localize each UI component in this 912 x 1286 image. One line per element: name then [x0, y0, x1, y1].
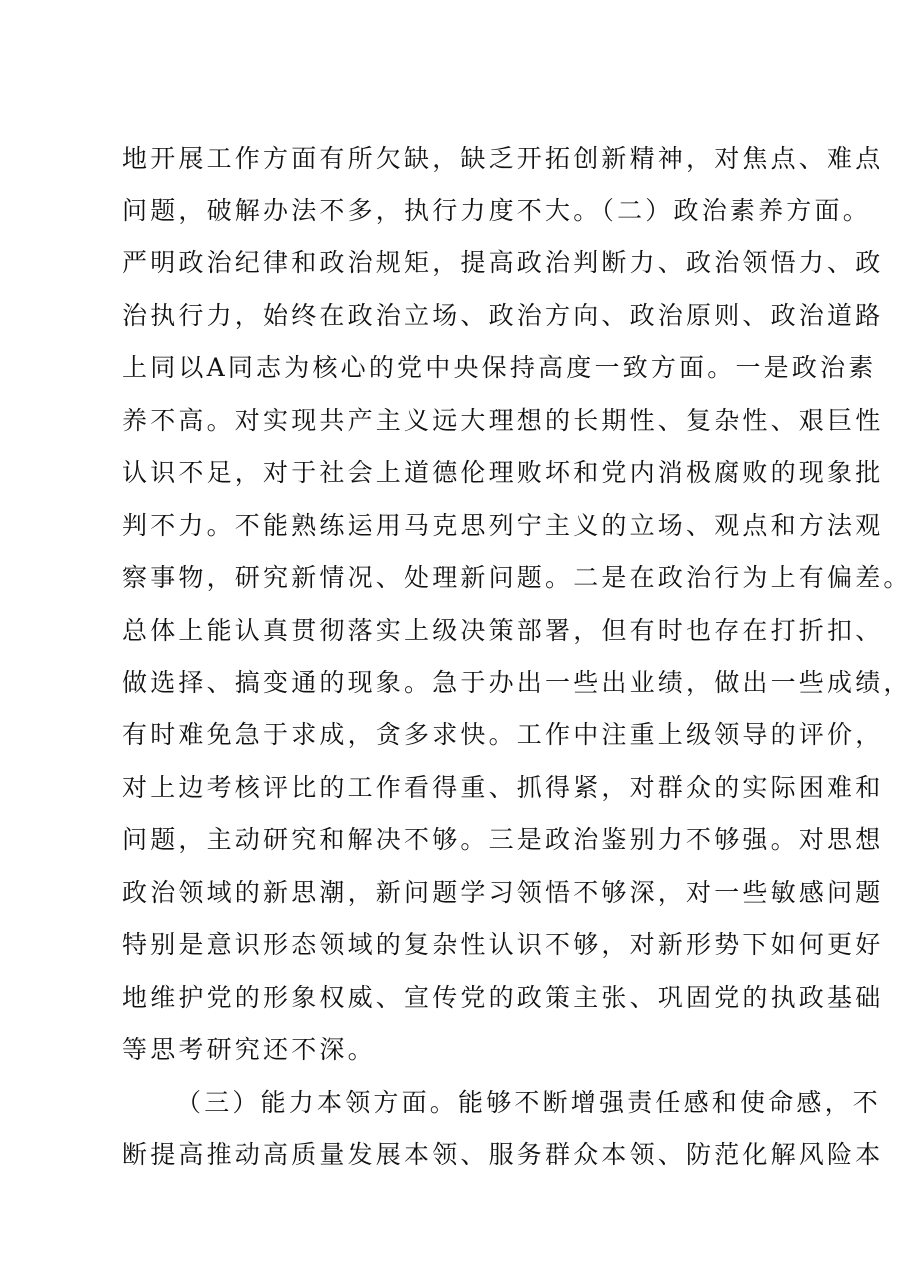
body-line: 上同以A同志为核心的党中央保持高度一致方面。一是政治素: [122, 353, 877, 382]
paragraph-heading-line: （三）能力本领方面。能够不断增强责任感和使命感，不: [176, 1088, 882, 1117]
body-line: 对上边考核评比的工作看得重、抓得紧，对群众的实际困难和: [122, 773, 884, 802]
body-line: 地维护党的形象权威、宣传党的政策主张、巩固党的执政基础: [122, 983, 884, 1012]
body-line: 严明政治纪律和政治规矩，提高政治判断力、政治领悟力、政: [122, 248, 884, 277]
body-line: 养不高。对实现共产主义远大理想的长期性、复杂性、艰巨性: [122, 406, 884, 435]
body-line: 认识不足，对于社会上道德伦理败坏和党内消极腐败的现象批: [122, 458, 884, 487]
body-line: 等思考研究还不深。: [122, 1035, 376, 1064]
body-line: 问题，破解办法不多，执行力度不大。（二）政治素养方面。: [122, 196, 871, 225]
body-line: 特别是意识形态领域的复杂性认识不够，对新形势下如何更好: [122, 930, 884, 959]
body-line: 总体上能认真贯彻落实上级决策部署，但有时也存在打折扣、: [122, 616, 884, 645]
body-line: 判不力。不能熟练运用马克思列宁主义的立场、观点和方法观: [122, 511, 884, 540]
body-line: 察事物，研究新情况、处理新问题。二是在政治行为上有偏差。: [122, 563, 912, 592]
body-line: 地开展工作方面有所欠缺，缺乏开拓创新精神，对焦点、难点: [122, 144, 884, 173]
body-line: 有时难免急于求成，贪多求快。工作中注重上级领导的评价，: [122, 720, 884, 749]
body-line: 政治领域的新思潮，新问题学习领悟不够深，对一些敏感问题: [122, 878, 884, 907]
body-line: 断提高推动高质量发展本领、服务群众本领、防范化解风险本: [122, 1140, 884, 1169]
body-line: 做选择、搞变通的现象。急于办出一些出业绩，做出一些成绩，: [122, 668, 912, 697]
body-line: 治执行力，始终在政治立场、政治方向、政治原则、政治道路: [122, 301, 884, 330]
body-line: 问题，主动研究和解决不够。三是政治鉴别力不够强。对思想: [122, 825, 884, 854]
